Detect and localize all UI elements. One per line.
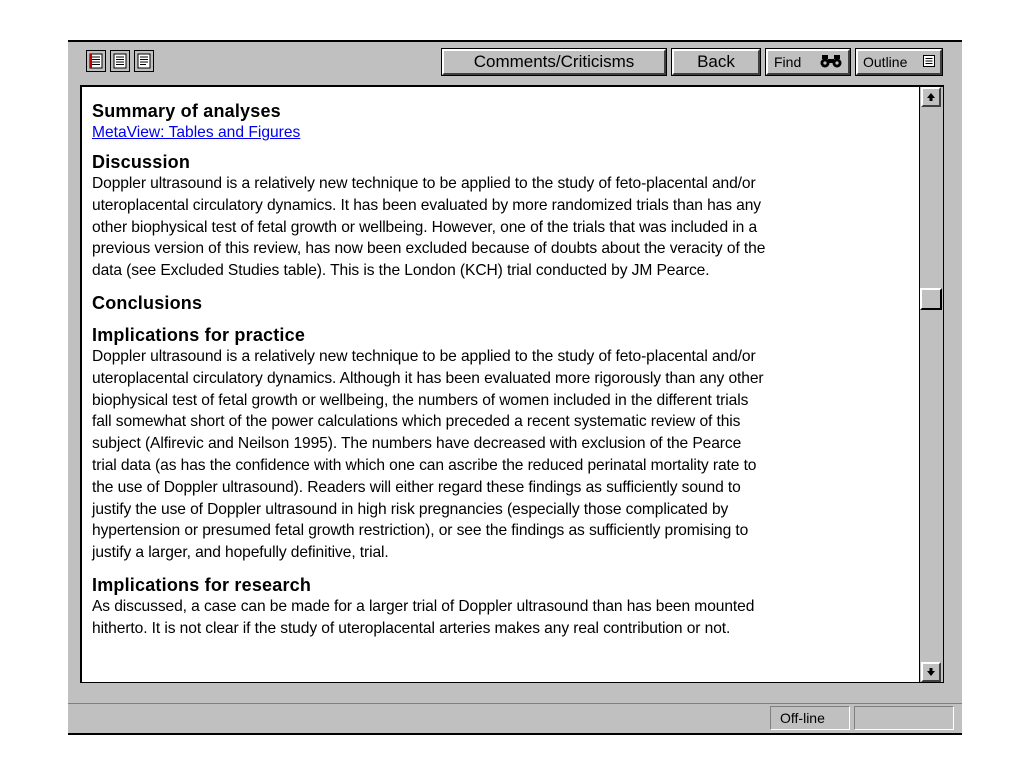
discussion-line: data (see Excluded Studies table). This is the London (KCH) trial conducted by JM Pearce. <box>92 262 710 280</box>
practice-line: trial data (as has the confidence with which one can ascribe the reduced perinatal mortality rate to <box>92 456 757 474</box>
review-text <box>92 100 916 640</box>
outline-icon <box>923 54 935 70</box>
scrollbar-thumb[interactable] <box>920 288 942 310</box>
connection-status: Off-line <box>770 706 850 730</box>
page-view-icon-2[interactable] <box>110 50 130 72</box>
page-view-icon-3[interactable] <box>134 50 154 72</box>
arrow-up-icon <box>926 92 936 102</box>
discussion-line: other biophysical test of fetal growth or wellbeing. However, one of the trials that was included in a <box>92 218 758 236</box>
practice-line: justify the use of Doppler ultrasound in high risk pregnancies (especially those complicated by <box>92 500 729 518</box>
practice-line: fall somewhat short of the power calculations which preceded a recent systematic review of this <box>92 413 741 431</box>
back-label: Back <box>697 52 735 71</box>
back-button[interactable] <box>672 49 760 75</box>
research-line: hitherto. It is not clear if the study of uteroplacental arteries makes any real contribution or not. <box>92 619 731 637</box>
practice-line: uteroplacental circulatory dynamics. Although it has been evaluated more rigorously than any other <box>92 369 764 387</box>
find-label: Find <box>774 54 802 70</box>
status-extra-cell <box>854 706 954 730</box>
practice-line: hypertension or presumed fetal growth restriction), or see the findings as sufficiently promising to <box>92 522 749 540</box>
review-content-panel[interactable] <box>80 85 920 683</box>
discussion-heading: Discussion <box>92 152 191 172</box>
vertical-scrollbar[interactable] <box>920 85 944 683</box>
conclusions-heading: Conclusions <box>92 292 203 313</box>
practice-heading: Implications for practice <box>92 324 306 345</box>
arrow-down-icon <box>926 667 936 677</box>
status-bar <box>68 703 962 732</box>
discussion-line: previous version of this review, has now been excluded because of doubts about the veracity of the <box>92 240 766 258</box>
practice-line: the use of Doppler ultrasound). Readers will either regard these findings as sufficiently sound to <box>92 478 741 496</box>
review-viewer-window <box>68 40 962 735</box>
practice-line: justify a larger, and hopefully definitive, trial. <box>92 544 389 562</box>
discussion-paragraph <box>92 173 916 282</box>
outline-button[interactable] <box>856 49 942 75</box>
research-line: As discussed, a case can be made for a larger trial of Doppler ultrasound than has been mounted <box>92 597 755 615</box>
summary-heading: Summary of analyses <box>92 101 281 121</box>
metaview-link[interactable]: MetaView: Tables and Figures <box>92 124 301 141</box>
comments-criticisms-label: Comments/Criticisms <box>473 52 635 71</box>
practice-line: subject (Alfirevic and Neilson 1995). The numbers have decreased with exclusion of the Pearce <box>92 435 742 453</box>
binoculars-icon <box>820 54 842 71</box>
page-view-icon-1[interactable] <box>86 50 106 72</box>
outline-label: Outline <box>863 54 908 70</box>
research-heading: Implications for research <box>92 574 312 595</box>
research-paragraph <box>92 596 916 640</box>
practice-line: Doppler ultrasound is a relatively new technique to be applied to the study of feto-placental and/or <box>92 347 756 365</box>
scroll-down-button[interactable] <box>921 662 941 682</box>
discussion-line: Doppler ultrasound is a relatively new technique to be applied to the study of feto-placental and/or <box>92 175 756 192</box>
practice-line: biophysical test of fetal growth or wellbeing, the numbers of women included in the different trials <box>92 391 749 409</box>
discussion-line: uteroplacental circulatory dynamics. It has been evaluated by more randomized trials than has any <box>92 196 761 214</box>
practice-paragraph <box>92 346 916 564</box>
comments-criticisms-button[interactable] <box>442 49 666 75</box>
scroll-up-button[interactable] <box>921 87 941 107</box>
find-button[interactable] <box>766 49 850 75</box>
